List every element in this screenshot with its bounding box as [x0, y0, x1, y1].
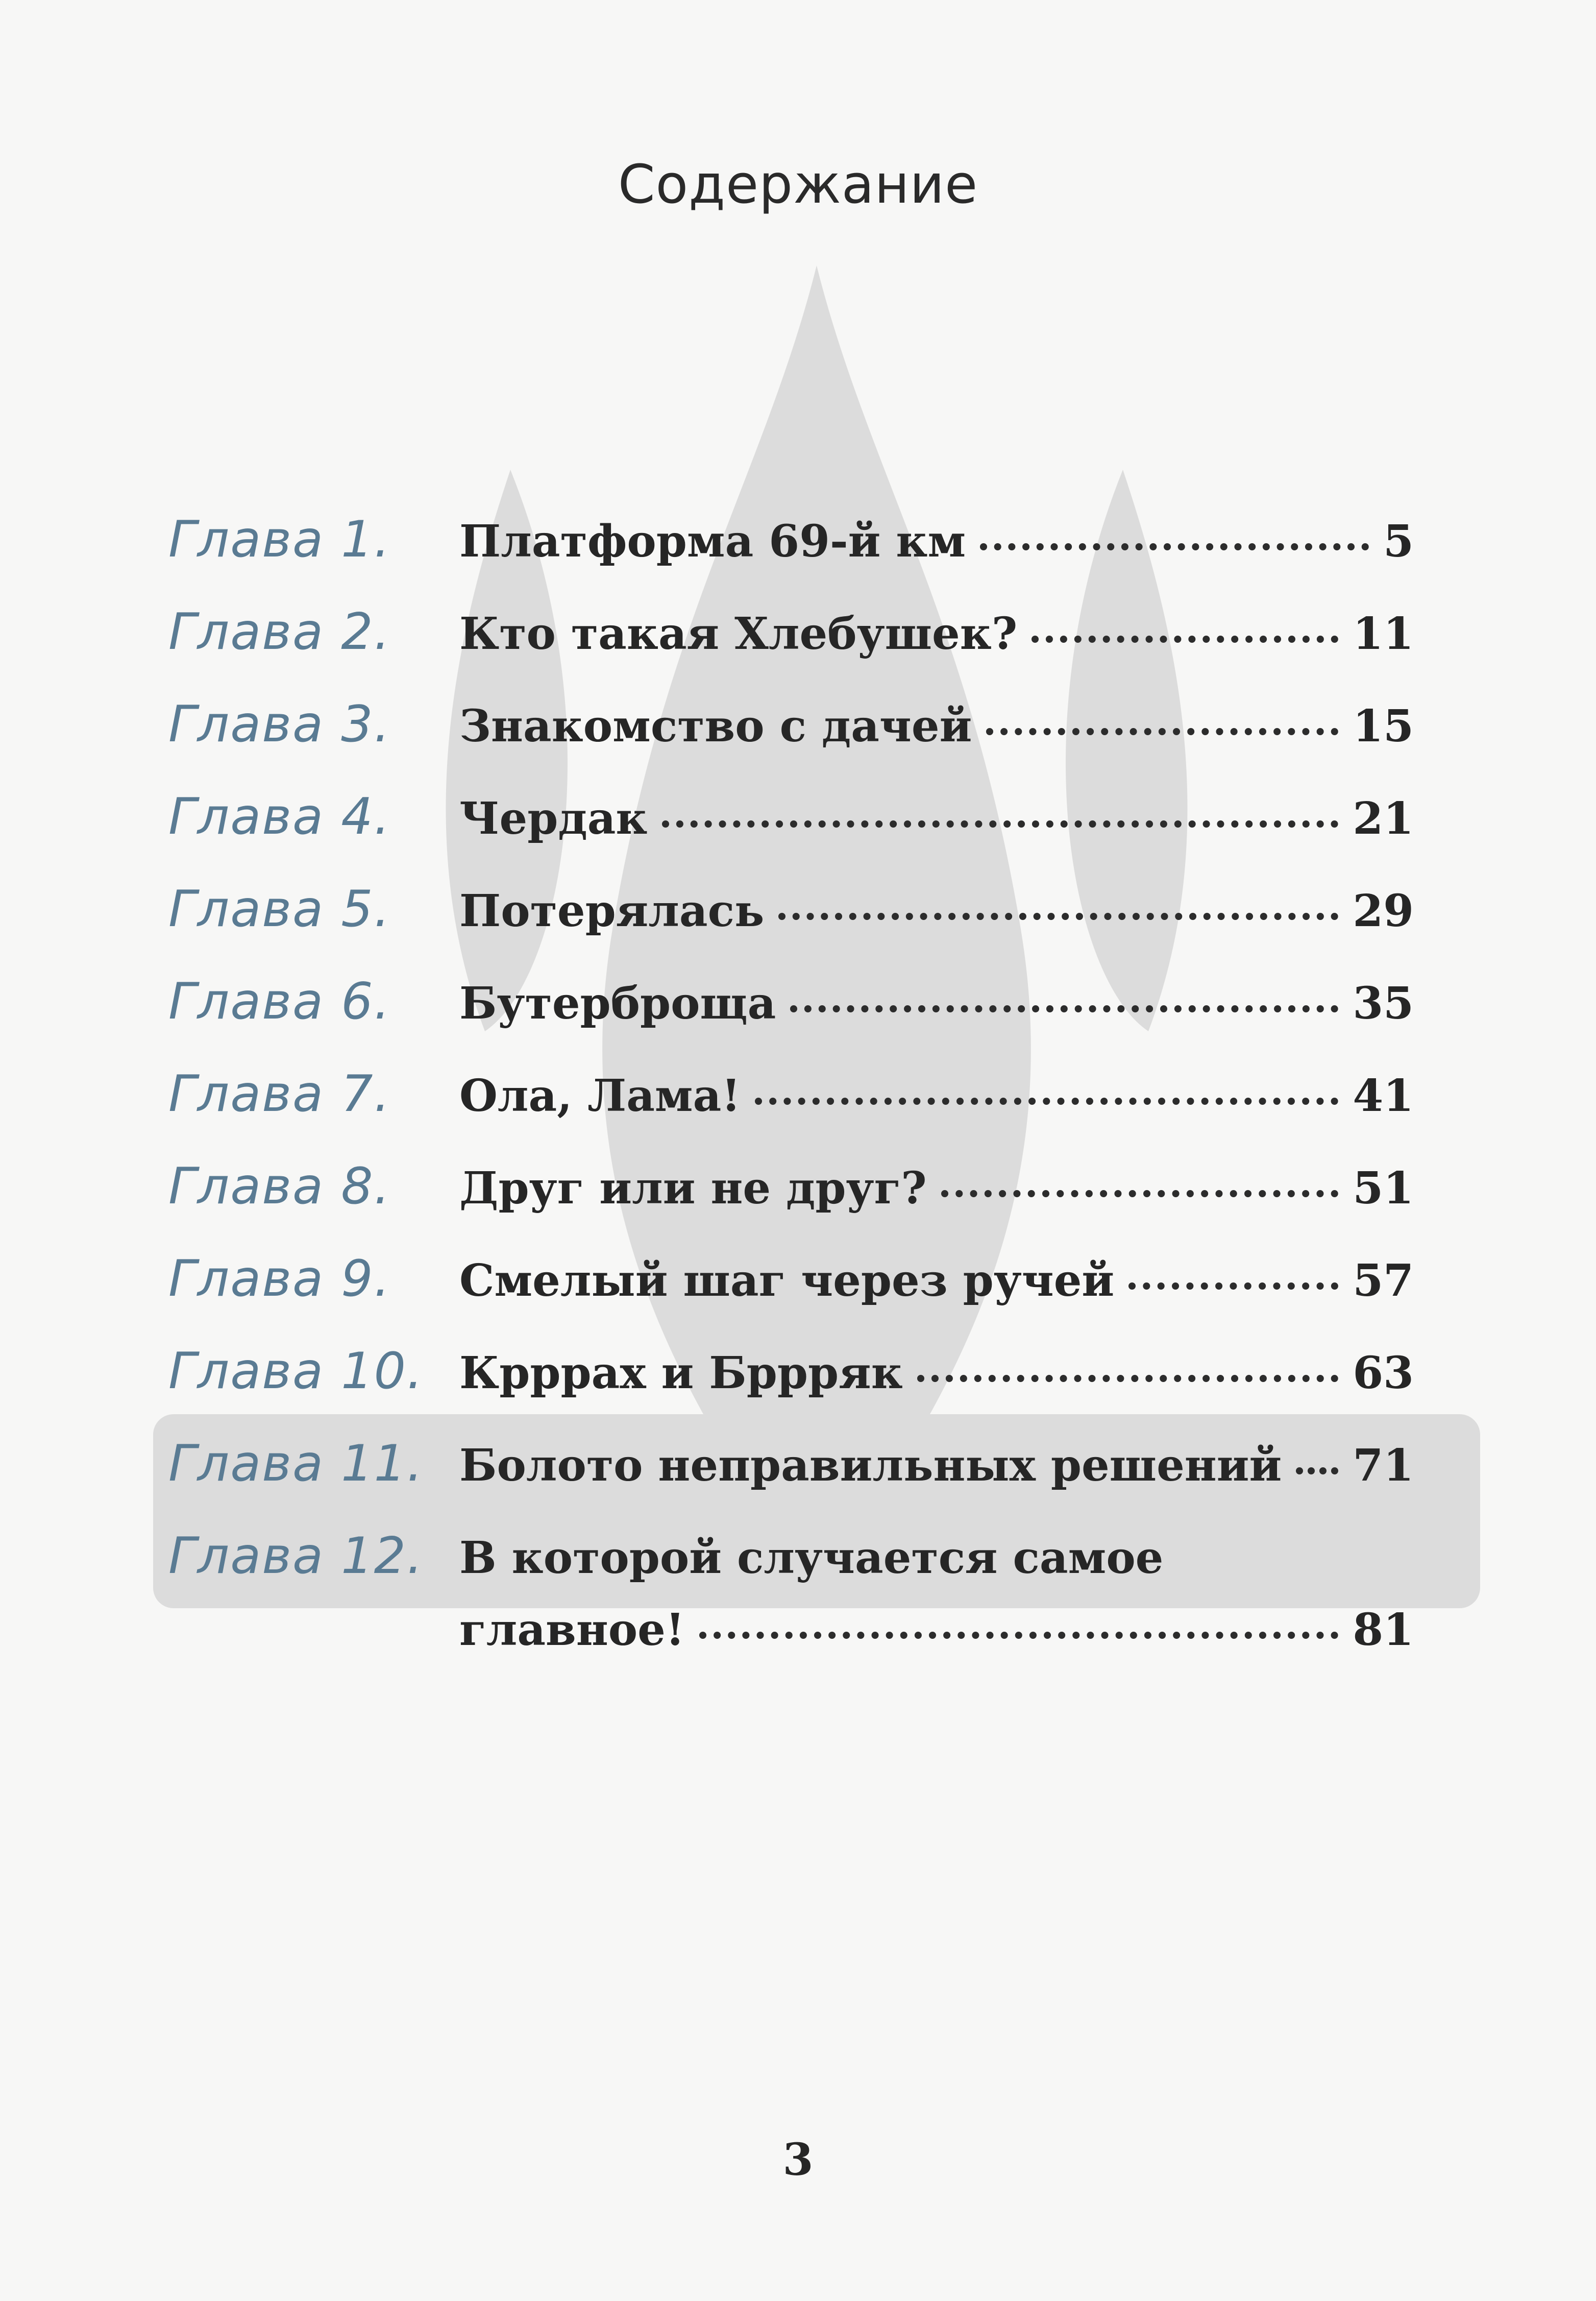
chapter-page: 11	[1353, 608, 1414, 660]
toc-entry[interactable]	[168, 1065, 1414, 1157]
dot-leader	[699, 1632, 1339, 1639]
dot-leader	[941, 1190, 1339, 1197]
chapter-label: Глава 9.	[168, 1250, 391, 1308]
chapter-label: Глава 6.	[168, 973, 391, 1031]
toc-entry-body	[459, 1347, 1414, 1399]
toc-entry[interactable]	[168, 973, 1414, 1065]
toc-entry-body	[459, 1070, 1414, 1122]
chapter-label: Глава 10.	[168, 1342, 424, 1400]
chapter-label: Глава 7.	[168, 1065, 391, 1123]
dot-leader	[1296, 1467, 1338, 1474]
chapter-label: Глава 11.	[168, 1435, 424, 1493]
chapter-title: Болото неправильных решений	[459, 1440, 1282, 1491]
chapter-page: 29	[1353, 885, 1414, 937]
chapter-page: 21	[1353, 793, 1414, 844]
toc-entry[interactable]	[168, 788, 1414, 880]
toc-entry-body	[459, 608, 1414, 660]
dot-leader	[1032, 636, 1338, 643]
chapter-title: Бутерброща	[459, 978, 776, 1029]
dot-leader	[662, 820, 1339, 828]
chapter-title: Знакомство с дачей	[459, 700, 972, 752]
dot-leader	[778, 913, 1338, 920]
toc-entry-body	[459, 978, 1414, 1029]
chapter-title: Ола, Лама!	[459, 1070, 741, 1122]
dot-leader	[986, 728, 1338, 735]
toc-entry[interactable]	[168, 695, 1414, 788]
chapter-label: Глава 8.	[168, 1157, 391, 1216]
toc-entry-body	[459, 793, 1414, 844]
toc-entry[interactable]	[168, 880, 1414, 973]
toc-entry[interactable]	[168, 1342, 1414, 1435]
dot-leader	[790, 1005, 1338, 1012]
toc-entry[interactable]	[168, 1157, 1414, 1250]
chapter-title: Чердак	[459, 793, 648, 844]
chapter-label: Глава 4.	[168, 788, 391, 846]
chapter-title: Кто такая Хлебушек?	[459, 608, 1018, 660]
chapter-page: 81	[1353, 1604, 1414, 1656]
toc-entry-body	[459, 1532, 1414, 1656]
page-title: Содержание	[618, 153, 978, 215]
toc-entry-body	[459, 885, 1414, 937]
chapter-title: Крррах и Бррряк	[459, 1347, 903, 1399]
chapter-title: Платформа 69-й км	[459, 516, 966, 567]
chapter-label: Глава 3.	[168, 695, 391, 754]
dot-leader	[980, 543, 1369, 550]
toc-entry-body	[459, 1162, 1414, 1214]
toc-entry-body	[459, 1255, 1414, 1306]
page-number: 3	[782, 2134, 814, 2186]
chapter-page: 15	[1353, 700, 1414, 752]
toc-entry-body	[459, 700, 1414, 752]
dot-leader	[755, 1098, 1338, 1105]
table-of-contents	[168, 511, 1414, 1696]
dot-leader	[917, 1375, 1338, 1382]
chapter-label: Глава 1.	[168, 511, 391, 569]
toc-entry[interactable]	[168, 511, 1414, 603]
chapter-title-line1: В которой случается самое	[459, 1532, 1164, 1584]
chapter-label: Глава 5.	[168, 880, 391, 938]
chapter-page: 35	[1353, 978, 1414, 1029]
chapter-page: 51	[1353, 1162, 1414, 1214]
chapter-page: 41	[1353, 1070, 1414, 1122]
toc-entry-body	[459, 1440, 1414, 1491]
toc-entry[interactable]	[168, 603, 1414, 695]
toc-entry[interactable]	[168, 1250, 1414, 1342]
chapter-title: Друг или не друг?	[459, 1162, 927, 1214]
chapter-page: 5	[1383, 516, 1414, 567]
toc-entry[interactable]	[168, 1527, 1414, 1696]
chapter-title-line2: главное!	[459, 1604, 685, 1656]
chapter-title: Смелый шаг через ручей	[459, 1255, 1115, 1306]
toc-entry-body	[459, 516, 1414, 567]
dot-leader	[1128, 1282, 1338, 1290]
chapter-page: 57	[1353, 1255, 1414, 1306]
chapter-label: Глава 12.	[168, 1527, 424, 1585]
chapter-label: Глава 2.	[168, 603, 391, 661]
chapter-page: 71	[1353, 1440, 1414, 1491]
chapter-title: Потерялась	[459, 885, 765, 937]
chapter-page: 63	[1353, 1347, 1414, 1399]
toc-entry[interactable]	[168, 1435, 1414, 1527]
